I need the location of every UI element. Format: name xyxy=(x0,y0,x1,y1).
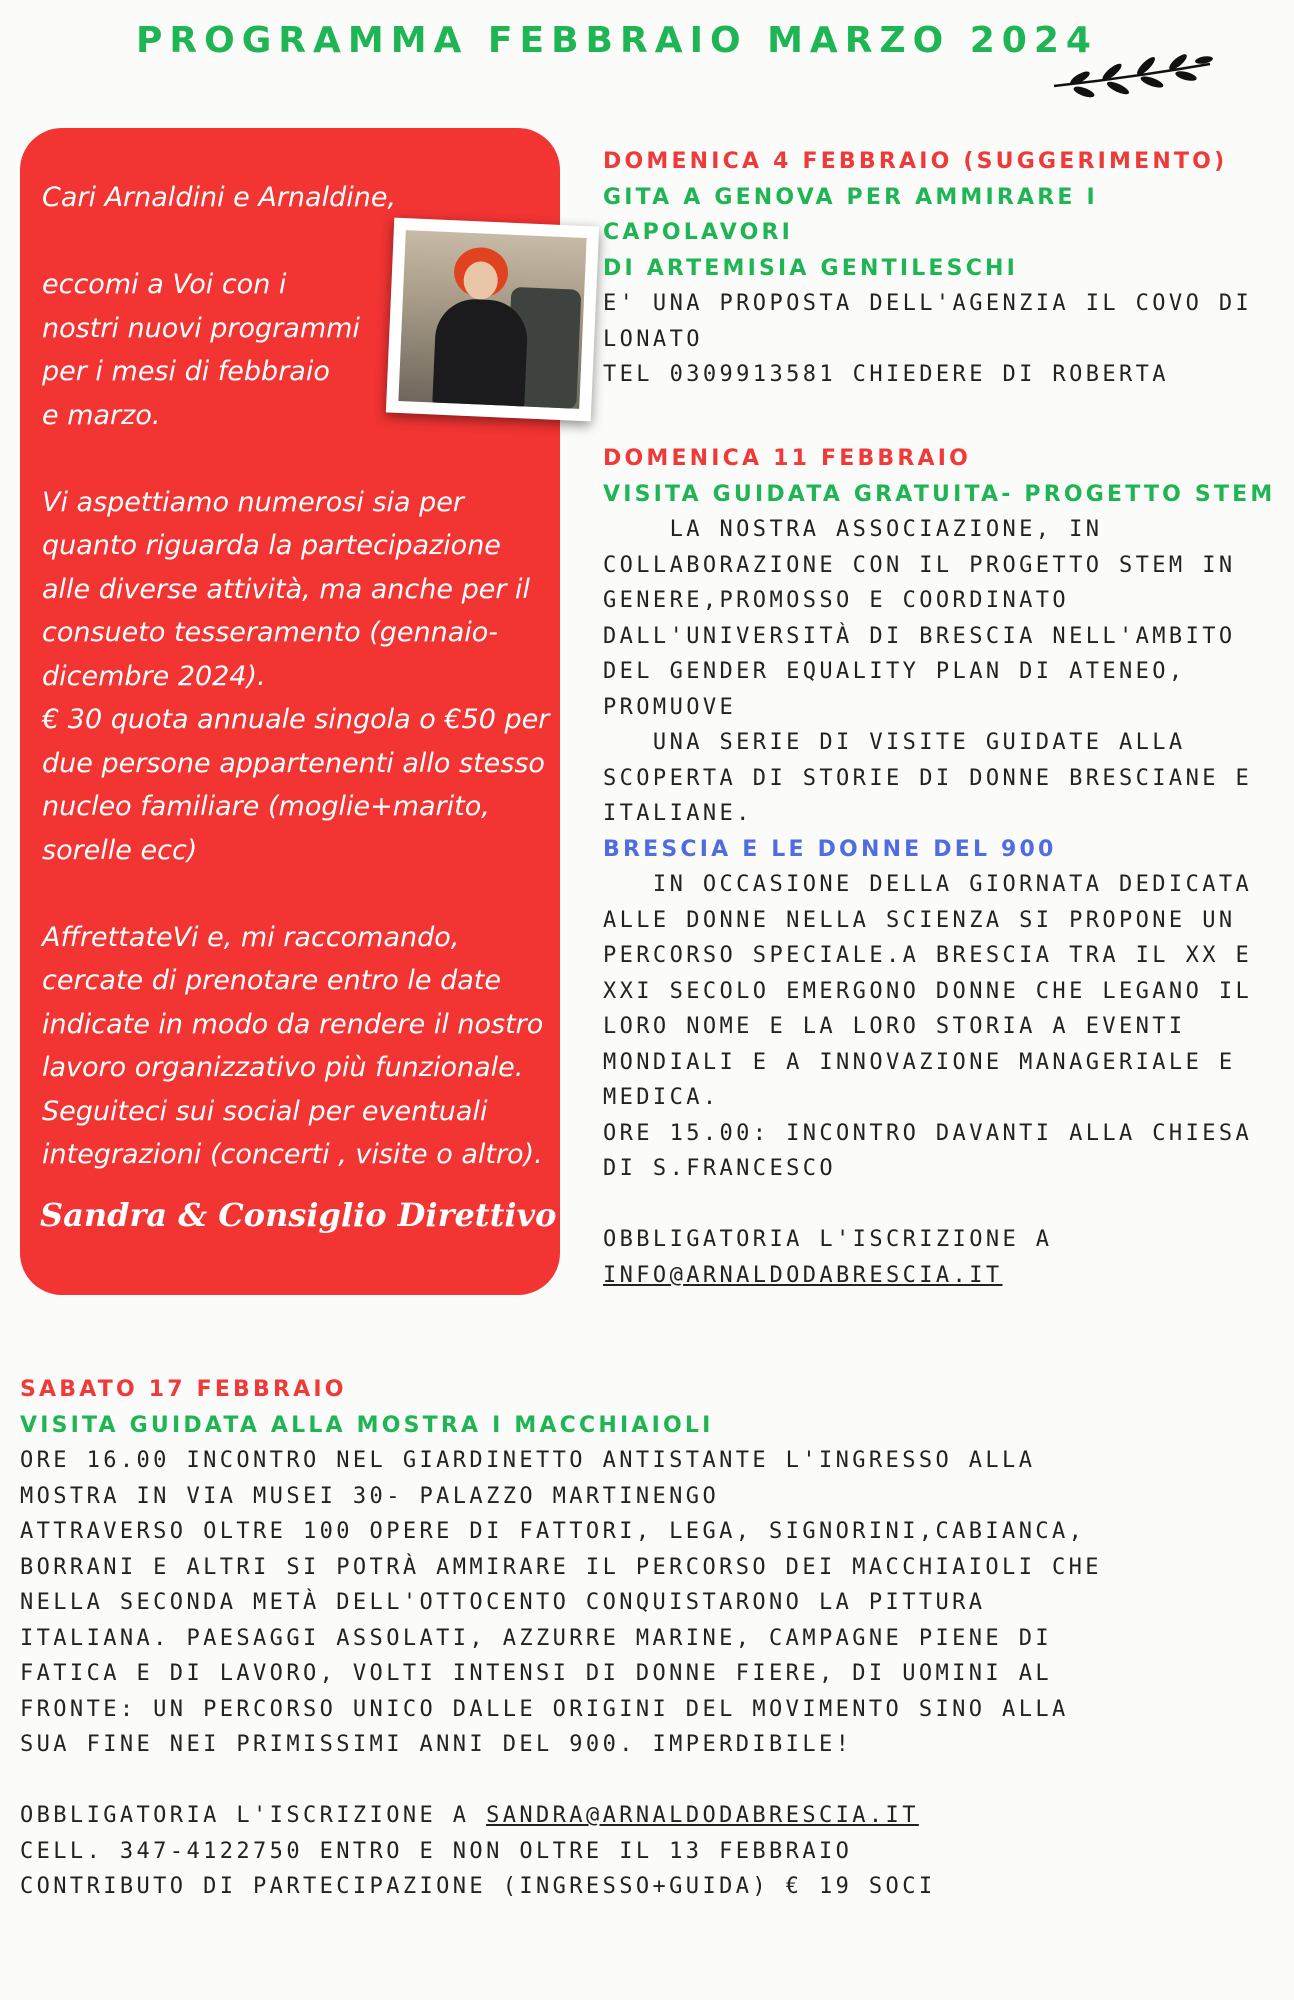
event-text: ORE 16.00 INCONTRO NEL GIARDINETTO ANTISTANTE L'INGRESSO ALLA xyxy=(20,1448,1036,1473)
event-text: XXI SECOLO EMERGONO DONNE CHE LEGANO IL xyxy=(603,978,1253,1004)
registration-label: OBBLIGATORIA L'ISCRIZIONE A xyxy=(20,1803,487,1828)
event-text: MONDIALI E A INNOVAZIONE MANAGERIALE E xyxy=(603,1049,1236,1075)
event-text: LA NOSTRA ASSOCIAZIONE, IN xyxy=(603,517,1103,542)
event-text: DALL'UNIVERSITÀ DI BRESCIA NELL'AMBITO xyxy=(603,623,1236,649)
event-title: DI ARTEMISIA GENTILESCHI xyxy=(603,255,1019,281)
event-text: PROMUOVE xyxy=(603,694,737,720)
event-text: OBBLIGATORIA L'ISCRIZIONE A xyxy=(603,1227,1053,1252)
event-text: MEDICA. xyxy=(603,1085,720,1110)
event-text: CELL. 347-4122750 ENTRO E NON OLTRE IL 13 FEBBRAIO xyxy=(20,1838,853,1864)
event-text: ORE 15.00: INCONTRO DAVANTI ALLA CHIESA xyxy=(603,1120,1253,1146)
event-11-febbraio xyxy=(603,441,1276,1293)
event-title: VISITA GUIDATA ALLA MOSTRA I MACCHIAIOLI xyxy=(20,1412,714,1438)
event-text: DI S.FRANCESCO xyxy=(603,1156,837,1181)
event-text: BORRANI E ALTRI SI POTRÀ AMMIRARE IL PERCORSO DEI MACCHIAIOLI CHE xyxy=(20,1554,1102,1580)
event-title: GITA A GENOVA PER AMMIRARE I xyxy=(603,184,1098,210)
email-link[interactable]: INFO@ARNALDODABRESCIA.IT xyxy=(603,1262,1003,1288)
event-17-febbraio xyxy=(20,1372,1102,1905)
event-text: PERCORSO SPECIALE.A BRESCIA TRA IL XX E xyxy=(603,943,1253,968)
event-text: TEL 0309913581 CHIEDERE DI ROBERTA xyxy=(603,362,1169,387)
welcome-message: Cari Arnaldini e Arnaldine, eccomi a Voi con i nostri nuovi programmi per i mesi di febbraio e marzo. Vi aspettiamo numerosi sia per quanto riguarda la partecipazione alle diverse attività, ma anche per il consueto tesseramento (gennaio- dicembre 2024). € 30 quota annuale singola o €50 per due persone appartenenti allo stesso nucleo familiare (moglie+marito, sorelle ecc) AffrettateVi e, mi raccomando, cercate di prenotare entro le date indicate in modo da rendere il nostro lavoro organizzativo più funzionale. Seguiteci sui social per eventuali integrazioni (concerti , visite o altro). xyxy=(42,182,550,1170)
portrait-photo xyxy=(386,218,599,422)
event-text: ATTRAVERSO OLTRE 100 OPERE DI FATTORI, LEGA, SIGNORINI,CABIANCA, xyxy=(20,1519,1086,1544)
event-text: SUA FINE NEI PRIMISSIMI ANNI DEL 900. IMPERDIBILE! xyxy=(20,1732,853,1757)
event-4-febbraio xyxy=(603,144,1252,393)
email-link[interactable]: SANDRA@ARNALDODABRESCIA.IT xyxy=(486,1803,919,1828)
event-title: VISITA GUIDATA GRATUITA- PROGETTO STEM xyxy=(603,481,1276,507)
event-text: E' UNA PROPOSTA DELL'AGENZIA IL COVO DI xyxy=(603,291,1253,316)
event-text: UNA SERIE DI VISITE GUIDATE ALLA xyxy=(603,730,1186,755)
event-text: LORO NOME E LA LORO STORIA A EVENTI xyxy=(603,1014,1186,1039)
event-text: CONTRIBUTO DI PARTECIPAZIONE (INGRESSO+GUIDA) € 19 SOCI xyxy=(20,1874,936,1899)
registration-line xyxy=(20,1798,1102,1834)
event-text: ITALIANA. PAESAGGI ASSOLATI, AZZURRE MARINE, CAMPAGNE PIENE DI xyxy=(20,1625,1052,1651)
event-text: DEL GENDER EQUALITY PLAN DI ATENEO, xyxy=(603,659,1186,684)
event-date: SABATO 17 FEBBRAIO xyxy=(20,1377,347,1402)
olive-branch-icon xyxy=(1050,52,1215,122)
signature: Sandra & Consiglio Direttivo xyxy=(40,1196,557,1234)
event-text: SCOPERTA DI STORIE DI DONNE BRESCIANE E xyxy=(603,765,1253,791)
page-title: PROGRAMMA FEBBRAIO MARZO 2024 xyxy=(136,20,1098,61)
event-text: GENERE,PROMOSSO E COORDINATO xyxy=(603,588,1070,613)
event-subtitle: BRESCIA E LE DONNE DEL 900 xyxy=(603,836,1057,862)
event-text: IN OCCASIONE DELLA GIORNATA DEDICATA xyxy=(603,872,1253,897)
event-date: DOMENICA 11 FEBBRAIO xyxy=(603,446,972,471)
event-date: DOMENICA 4 FEBBRAIO (SUGGERIMENTO) xyxy=(603,149,1228,174)
event-text: FATICA E DI LAVORO, VOLTI INTENSI DI DONNE FIERE, DI UOMINI AL xyxy=(20,1661,1052,1686)
event-text: LONATO xyxy=(603,326,703,352)
event-text: ITALIANE. xyxy=(603,801,753,826)
event-text: ALLE DONNE NELLA SCIENZA SI PROPONE UN xyxy=(603,907,1236,933)
event-title: CAPOLAVORI xyxy=(603,220,794,245)
event-text: NELLA SECONDA METÀ DELL'OTTOCENTO CONQUISTARONO LA PITTURA xyxy=(20,1590,986,1615)
event-text: FRONTE: UN PERCORSO UNICO DALLE ORIGINI DEL MOVIMENTO SINO ALLA xyxy=(20,1696,1069,1722)
event-text: COLLABORAZIONE CON IL PROGETTO STEM IN xyxy=(603,552,1236,578)
event-text: MOSTRA IN VIA MUSEI 30- PALAZZO MARTINENGO xyxy=(20,1483,720,1509)
